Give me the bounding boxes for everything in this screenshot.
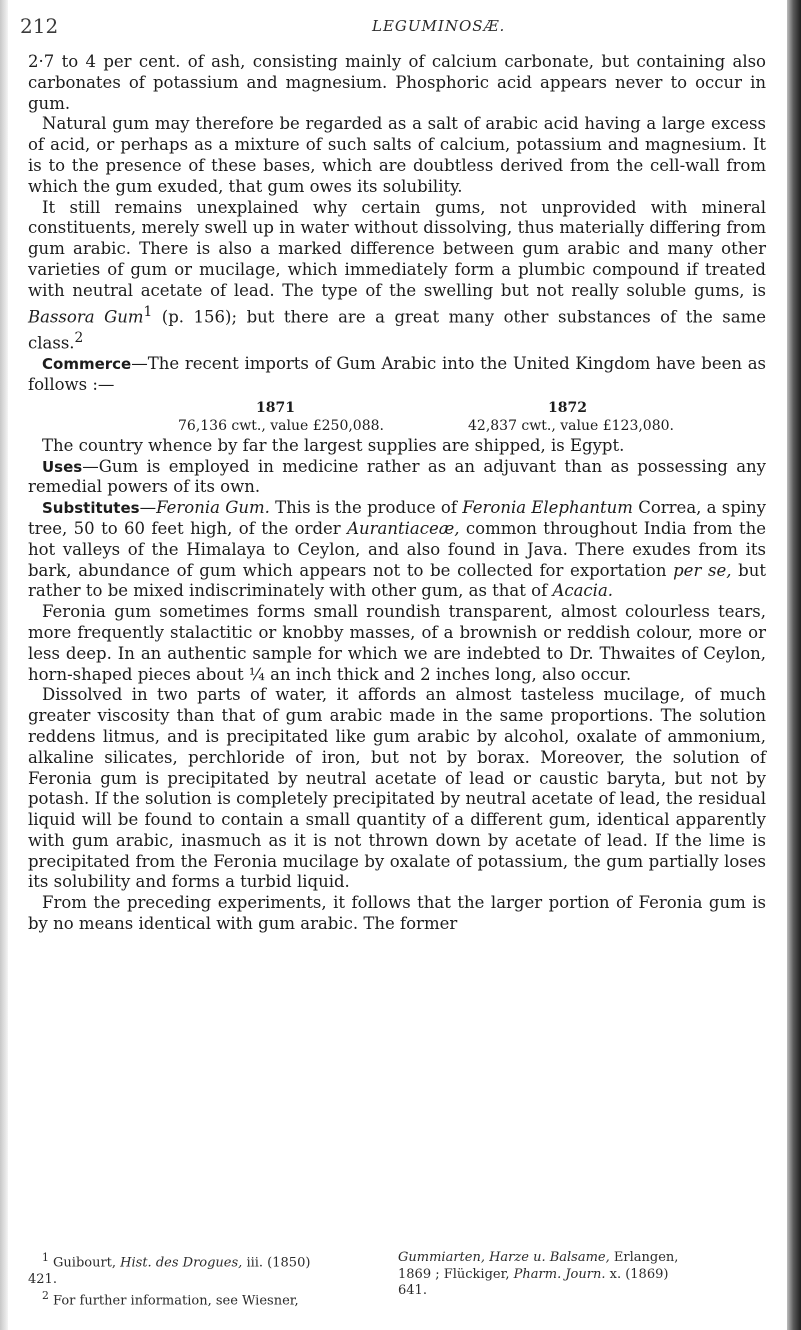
page-edge-right [787,0,801,1330]
footnote-ref-1: 1 [143,303,153,320]
paragraph-substitutes: Substitutes—Feronia Gum. This is the produce of Feronia Elephantum Correa, a spiny tree, 50 to 60 feet high, of the order Aurantiaceæ, common throughout India from the hot valleys of the Himalaya to Ceylon, and also found in Java. There exudes from its bark, abundance of gum which appears not to be collected for exportation per se, but rather to be mixed indiscriminately with other gum, as that of Acacia. [28,498,766,601]
paragraph-feronia-forms: Feronia gum sometimes forms small roundish transparent, almost colourless tears, more frequently stalactitic or knobby masses, of a brownish or reddish colour, more or less deep. In an authentic sample for which we are indebted to Dr. Thwaites of Ceylon, horn-shaped pieces about ¼ an inch thick and 2 inches long, also occur. [28,602,766,684]
paragraph-dissolved: Dissolved in two parts of water, it affords an almost tasteless mucilage, of much greater viscosity than that of gum arabic made in the same proportions. The solution reddens litmus, and is precipitated like gum arabic by alcohol, oxalate of ammonium, alkaline silicates, perchloride of iron, but not by borax. Moreover, the solution of Feronia gum is precipitated by neutral acetate of lead or caustic baryta, but not by potash. If the solution is completely precipitated by neutral acetate of lead, the residual liquid will be found to contain a small quantity of a different gum, identical apparently with gum arabic, inasmuch as it is not thrown down by acetate of lead. If the lime is precipitated from the Feronia mucilage by oxalate of potassium, the gum partially loses its solubility and forms a turbid liquid. [28,685,766,892]
paragraph-uses: Uses—Gum is employed in medicine rather as an adjuvant than as possessing any remedial powers of its own. [28,456,766,497]
year-1872: 1872 [548,399,587,416]
page-number: 212 [20,14,59,38]
uses-label: Uses [42,457,83,476]
footnote-2-cont-2: 1869 ; Flückiger, Pharm. Journ. x. (1869) [398,1266,669,1282]
paragraph-commerce: Commerce—The recent imports of Gum Arabic into the United Kingdom have been as follows :— [28,354,766,394]
imports-1871: 76,136 cwt., value £250,088. [178,417,384,434]
commerce-label: Commerce [42,355,132,374]
imports-table [28,396,766,436]
footnotes-left-column [28,1250,383,1310]
paragraph-natural-gum: Natural gum may therefore be regarded as a salt of arabic acid having a large excess of acid, or perhaps as a mixture of such salts of calcium, potassium and magnesium. It is to the presence of these bases, which are doubtless derived from the cell-wall from which the gum exuded, that gum owes its solubility. [28,114,766,196]
paragraph-unexplained: It still remains unexplained why certain gums, not unprovided with mineral constituents, merely swell up in water without dissolving, thus materially differing from gum arabic. There is also a marked difference between gum arabic and many other varieties of gum or mucilage, which immediately form a plumbic compound if treated with neutral acetate of lead. The type of the swelling but not really soluble gums, is Bassora Gum$^1$ (p. 156); but there are a great many other substances of the same class.$^2$ [28,197,766,353]
running-head: LEGUMINOSÆ. [372,17,506,35]
footnote-ref-2: 2 [74,329,84,346]
imports-1872: 42,837 cwt., value £123,080. [468,417,674,434]
year-1871: 1871 [256,399,295,416]
footnote-2: $^2$ For further information, see Wiesner, [42,1289,299,1309]
paragraph-from: From the preceding experiments, it follows that the larger portion of Feronia gum is by no means identical with gum arabic. The former [28,893,766,934]
footnote-1: $^1$ Guibourt, Hist. des Drogues, iii. (1850) [42,1251,311,1271]
page-edge-left [0,0,8,1330]
footnote-2-cont-3: 641. [398,1283,427,1298]
paragraph-ash: 2·7 to 4 per cent. of ash, consisting mainly of calcium carbonate, but containing also carbonates of potassium and magnesium. Phosphoric acid appears never to occur in gum. [28,52,766,113]
footnotes-right-column [398,1250,766,1300]
page-body [28,52,766,935]
bassora-gum-term: Bassora Gum [28,307,144,327]
footnote-2-cont-1: Gummiarten, Harze u. Balsame, Erlangen, [398,1250,679,1265]
paragraph-country: The country whence by far the largest supplies are shipped, is Egypt. [42,435,625,455]
substitutes-label: Substitutes [42,499,140,518]
footnote-1-cont: 421. [28,1271,57,1287]
